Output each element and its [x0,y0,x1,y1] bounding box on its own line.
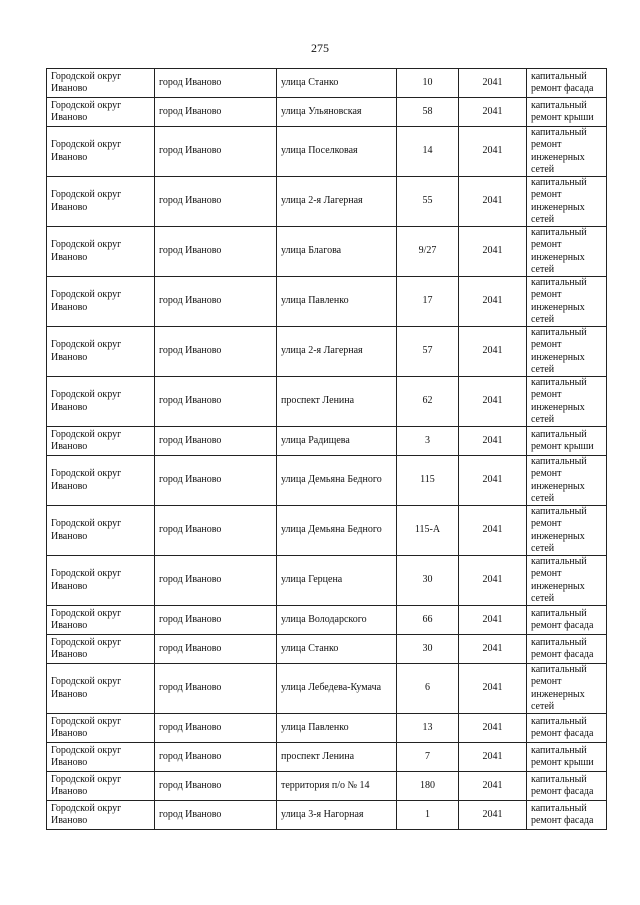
city-cell: город Иваново [155,69,277,98]
table-row [47,98,607,127]
year-cell: 2041 [459,227,527,277]
street-cell: улица Поселковая [277,127,397,177]
street-cell: улица Демьяна Бедного [277,506,397,556]
house-cell: 66 [397,606,459,635]
street-cell: улица 3-я Нагорная [277,801,397,830]
work-type-cell: капитальный ремонт фасада [527,801,607,830]
city-cell: город Иваново [155,377,277,427]
street-cell: улица Станко [277,635,397,664]
house-cell: 7 [397,743,459,772]
work-type-cell: капитальный ремонт инженерных сетей [527,227,607,277]
page-number: 275 [311,41,329,55]
street-cell: улица Благова [277,227,397,277]
year-cell: 2041 [459,327,527,377]
work-type-cell: капитальный ремонт инженерных сетей [527,506,607,556]
year-cell: 2041 [459,98,527,127]
street-cell: улица 2-я Лагерная [277,327,397,377]
city-cell: город Иваново [155,743,277,772]
city-cell: город Иваново [155,556,277,606]
work-type-cell: капитальный ремонт инженерных сетей [527,664,607,714]
table-row [47,327,607,377]
street-cell: улица Радищева [277,427,397,456]
house-cell: 30 [397,635,459,664]
work-type-cell: капитальный ремонт инженерных сетей [527,377,607,427]
table-row [47,377,607,427]
year-cell: 2041 [459,556,527,606]
table-row [47,177,607,227]
house-cell: 55 [397,177,459,227]
house-cell: 6 [397,664,459,714]
city-cell: город Иваново [155,327,277,377]
year-cell: 2041 [459,177,527,227]
street-cell: улица Павленко [277,277,397,327]
table-row [47,227,607,277]
okrug-cell: Городской округ Иваново [47,456,155,506]
registry-table [46,68,607,830]
okrug-cell: Городской округ Иваново [47,801,155,830]
okrug-cell: Городской округ Иваново [47,177,155,227]
table-row [47,772,607,801]
work-type-cell: капитальный ремонт инженерных сетей [527,177,607,227]
street-cell: проспект Ленина [277,743,397,772]
house-cell: 9/27 [397,227,459,277]
okrug-cell: Городской округ Иваново [47,714,155,743]
year-cell: 2041 [459,277,527,327]
city-cell: город Иваново [155,98,277,127]
street-cell: улица Павленко [277,714,397,743]
city-cell: город Иваново [155,427,277,456]
city-cell: город Иваново [155,801,277,830]
work-type-cell: капитальный ремонт инженерных сетей [527,127,607,177]
year-cell: 2041 [459,427,527,456]
table-row [47,556,607,606]
okrug-cell: Городской округ Иваново [47,98,155,127]
house-cell: 10 [397,69,459,98]
table-row [47,606,607,635]
street-cell: территория п/о № 14 [277,772,397,801]
house-cell: 58 [397,98,459,127]
street-cell: улица 2-я Лагерная [277,177,397,227]
table-row [47,277,607,327]
work-type-cell: капитальный ремонт фасада [527,635,607,664]
city-cell: город Иваново [155,506,277,556]
year-cell: 2041 [459,69,527,98]
city-cell: город Иваново [155,606,277,635]
table-row [47,69,607,98]
city-cell: город Иваново [155,227,277,277]
street-cell: проспект Ленина [277,377,397,427]
street-cell: улица Станко [277,69,397,98]
house-cell: 17 [397,277,459,327]
street-cell: улица Герцена [277,556,397,606]
okrug-cell: Городской округ Иваново [47,69,155,98]
okrug-cell: Городской округ Иваново [47,635,155,664]
okrug-cell: Городской округ Иваново [47,556,155,606]
okrug-cell: Городской округ Иваново [47,743,155,772]
okrug-cell: Городской округ Иваново [47,327,155,377]
house-cell: 13 [397,714,459,743]
year-cell: 2041 [459,743,527,772]
table-row [47,664,607,714]
house-cell: 14 [397,127,459,177]
work-type-cell: капитальный ремонт крыши [527,98,607,127]
year-cell: 2041 [459,772,527,801]
house-cell: 62 [397,377,459,427]
year-cell: 2041 [459,635,527,664]
city-cell: город Иваново [155,635,277,664]
city-cell: город Иваново [155,277,277,327]
work-type-cell: капитальный ремонт крыши [527,743,607,772]
year-cell: 2041 [459,714,527,743]
work-type-cell: капитальный ремонт инженерных сетей [527,277,607,327]
okrug-cell: Городской округ Иваново [47,772,155,801]
okrug-cell: Городской округ Иваново [47,227,155,277]
street-cell: улица Лебедева-Кумача [277,664,397,714]
year-cell: 2041 [459,377,527,427]
table-row [47,456,607,506]
house-cell: 30 [397,556,459,606]
street-cell: улица Демьяна Бедного [277,456,397,506]
table-row [47,801,607,830]
city-cell: город Иваново [155,714,277,743]
year-cell: 2041 [459,127,527,177]
city-cell: город Иваново [155,664,277,714]
table-row [47,714,607,743]
work-type-cell: капитальный ремонт фасада [527,714,607,743]
year-cell: 2041 [459,606,527,635]
work-type-cell: капитальный ремонт фасада [527,606,607,635]
work-type-cell: капитальный ремонт инженерных сетей [527,556,607,606]
city-cell: город Иваново [155,772,277,801]
okrug-cell: Городской округ Иваново [47,427,155,456]
street-cell: улица Володарского [277,606,397,635]
work-type-cell: капитальный ремонт инженерных сетей [527,327,607,377]
street-cell: улица Ульяновская [277,98,397,127]
city-cell: город Иваново [155,127,277,177]
okrug-cell: Городской округ Иваново [47,277,155,327]
year-cell: 2041 [459,506,527,556]
house-cell: 180 [397,772,459,801]
table-row [47,127,607,177]
work-type-cell: капитальный ремонт фасада [527,772,607,801]
year-cell: 2041 [459,801,527,830]
work-type-cell: капитальный ремонт крыши [527,427,607,456]
house-cell: 57 [397,327,459,377]
table-row [47,427,607,456]
city-cell: город Иваново [155,456,277,506]
okrug-cell: Городской округ Иваново [47,506,155,556]
okrug-cell: Городской округ Иваново [47,664,155,714]
table-row [47,743,607,772]
house-cell: 115-А [397,506,459,556]
work-type-cell: капитальный ремонт фасада [527,69,607,98]
year-cell: 2041 [459,456,527,506]
house-cell: 3 [397,427,459,456]
okrug-cell: Городской округ Иваново [47,127,155,177]
okrug-cell: Городской округ Иваново [47,377,155,427]
table-row [47,635,607,664]
city-cell: город Иваново [155,177,277,227]
okrug-cell: Городской округ Иваново [47,606,155,635]
work-type-cell: капитальный ремонт инженерных сетей [527,456,607,506]
house-cell: 1 [397,801,459,830]
house-cell: 115 [397,456,459,506]
year-cell: 2041 [459,664,527,714]
table-row [47,506,607,556]
